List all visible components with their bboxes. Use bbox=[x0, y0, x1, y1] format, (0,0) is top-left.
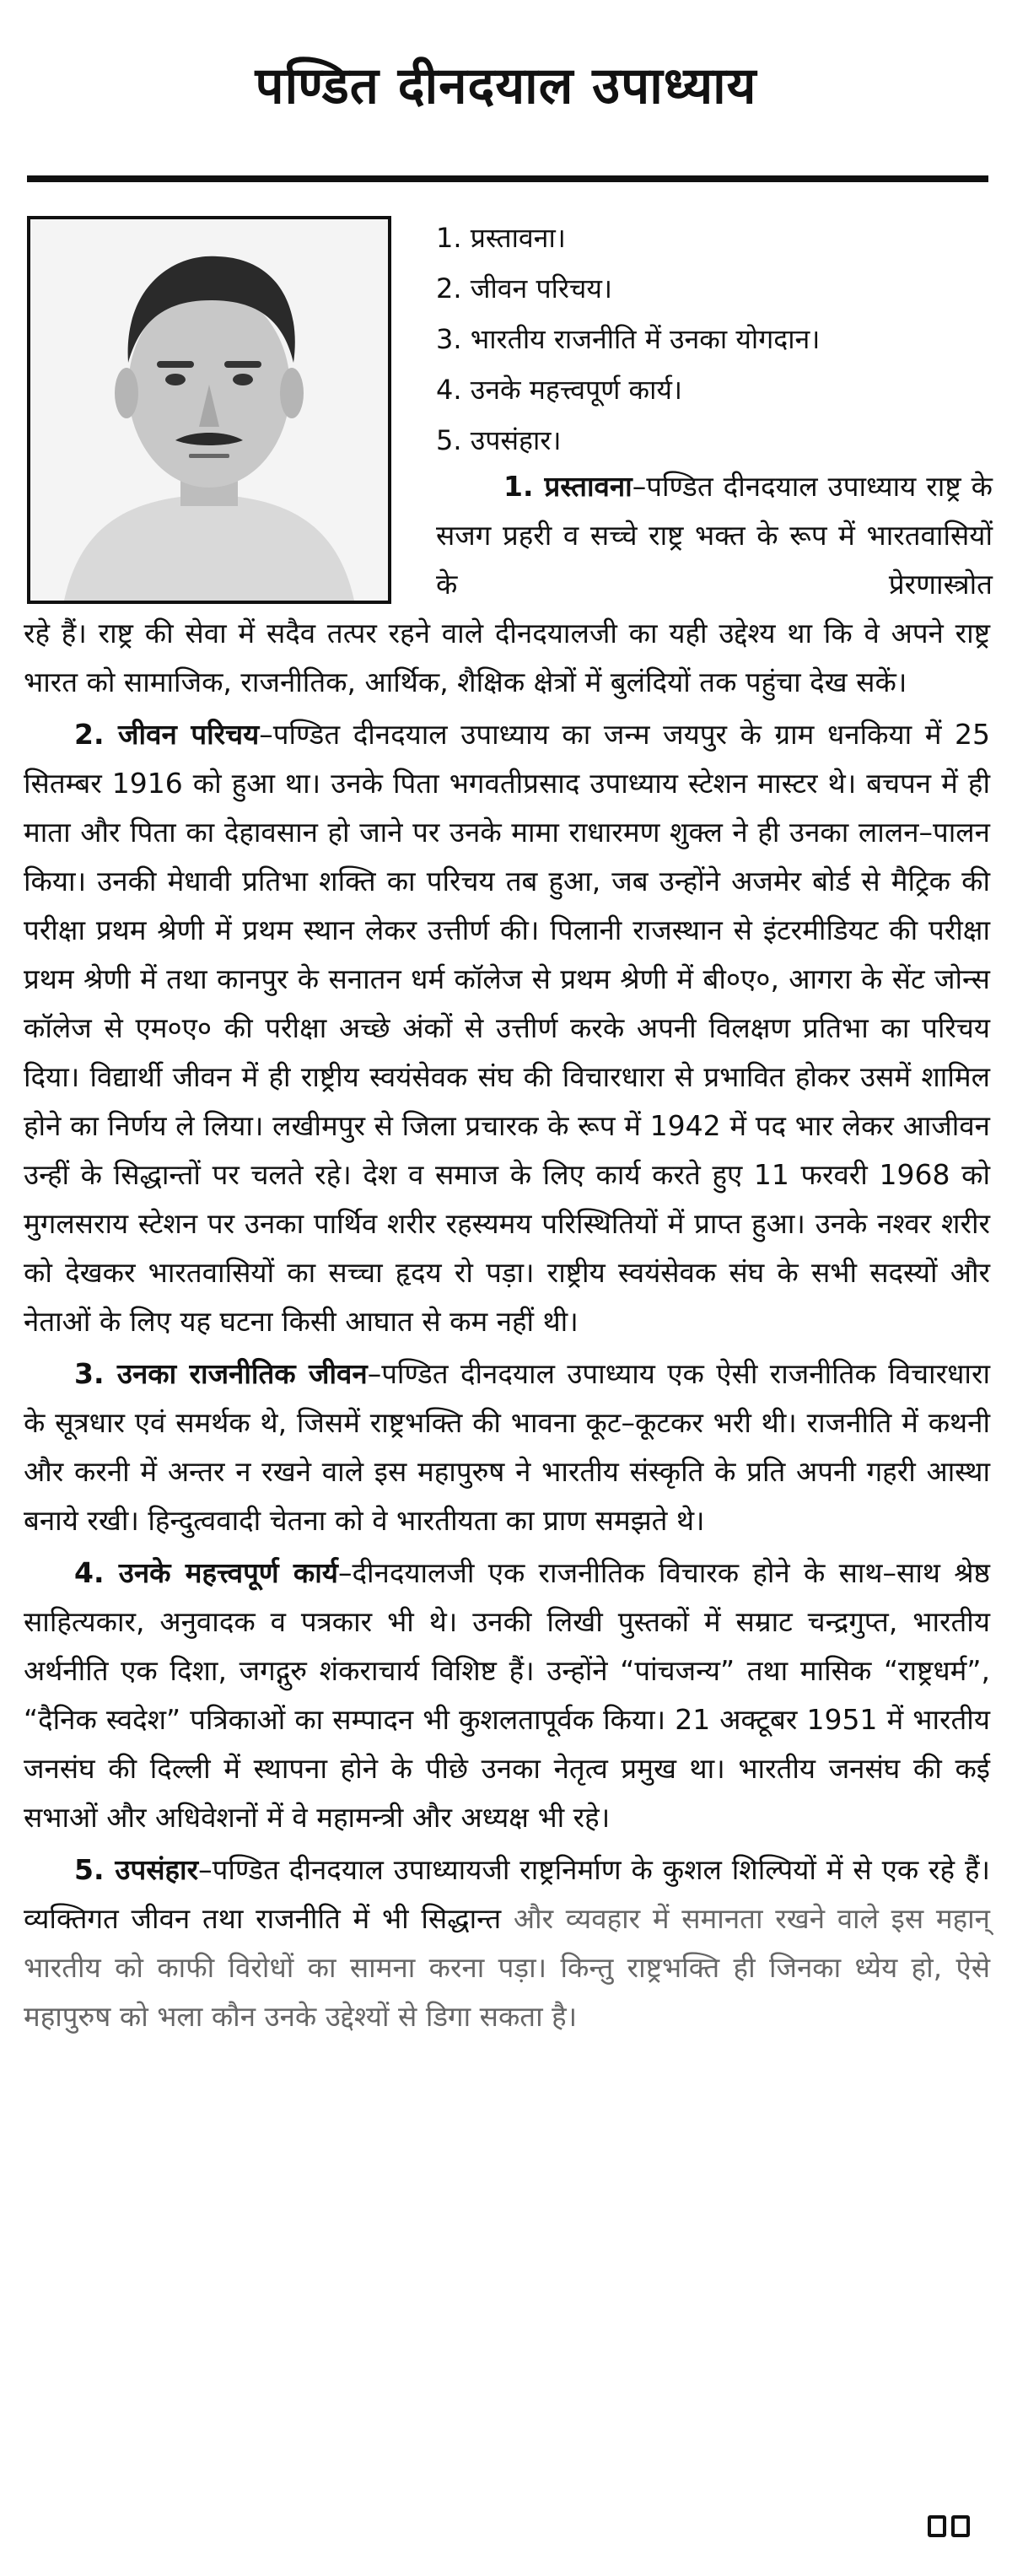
contents-list bbox=[436, 213, 993, 466]
contents-item: 2. जीवन परिचय। bbox=[436, 272, 613, 304]
section-text: –पण्डित दीनदयाल उपाध्याय का जन्म जयपुर के ग्राम धनकिया में 25 सितम्बर 1916 को हुआ था। उनके पिता भगवतीप्रसाद उपाध्याय स्टेशन मास्टर थे। बचपन में ही माता और पिता का देहावसान हो जाने पर उनके मामा राधारमण शुक्ल ने ही उनका लालन–पालन किया। उनकी मेधावी प्रतिभा शक्ति का परिचय तब हुआ, जब उन्होंने अजमेर बोर्ड से मैट्रिक की परीक्षा प्रथम श्रेणी में प्रथम स्थान लेकर उत्तीर्ण की। पिलानी राजस्थान से इंटरमीडियट की परीक्षा प्रथम श्रेणी में तथा कानपुर के सनातन धर्म कॉलेज से प्रथम श्रेणी में बी०ए०, आगरा के सेंट जोन्स कॉलेज से एम०ए० की परीक्षा अच्छे अंकों से उत्तीर्ण करके अपनी विलक्षण प्रतिभा का परिचय दिया। विद्यार्थी जीवन में ही राष्ट्रीय स्वयंसेवक संघ की विचारधारा से प्रभावित होकर उसमें शामिल होने का निर्णय ले लिया। लखीमपुर से जिला प्रचारक के रूप में 1942 में पद भार लेकर आजीवन उन्हीं के सिद्धान्तों पर चलते रहे। देश व समाज के लिए कार्य करते हुए 11 फरवरी 1968 को मुगलसराय स्टेशन पर उनका पार्थिव शरीर रहस्यमय परिस्थितियों में प्राप्त हुआ। उनके नश्वर शरीर को देखकर भारतवासियों का सच्चा हृदय रो पड़ा। राष्ट्रीय स्वयंसेवक संघ के सभी सदस्यों और नेताओं के लिए यह घटना किसी आघात से कम नहीं थी। bbox=[24, 718, 991, 1338]
section-heading: 4. उनके महत्त्वपूर्ण कार्य bbox=[74, 1556, 338, 1589]
intro-heading: 1. प्रस्तावना bbox=[503, 470, 632, 503]
title-divider bbox=[27, 175, 988, 182]
contents-item: 4. उनके महत्त्वपूर्ण कार्य। bbox=[436, 374, 683, 406]
section-life bbox=[24, 710, 990, 1346]
contents-item: 1. प्रस्तावना। bbox=[436, 222, 566, 254]
section-works bbox=[24, 1549, 990, 1842]
double-box-end-mark-icon bbox=[928, 2515, 970, 2537]
section-conclusion bbox=[24, 1846, 990, 2041]
conclusion-text: –पण्डित दीनदयाल उपाध्यायजी राष्ट्रनिर्माण के कुशल शिल्पियों में से एक रहे हैं। व्यक्तिगत जीवन तथा राजनीति में भी सिद्धान्त bbox=[24, 1853, 990, 1935]
conclusion-faded-text: और व्यवहार में समानता रखने वाले इस महान् भारतीय को काफी विरोधों का सामना करना पड़ा। किन्तु राष्ट्रभक्ति ही जिनका ध्येय हो, ऐसे महापुरुष को भला कौन उनके उद्देश्यों से डिगा सकता है। bbox=[24, 1902, 990, 2033]
section-heading: 3. उनका राजनीतिक जीवन bbox=[74, 1357, 368, 1390]
intro-paragraph: रहे हैं। राष्ट्र की सेवा में सदैव तत्पर रहने वाले दीनदयालजी का यही उद्देश्य था कि वे अपने राष्ट्र भारत को सामाजिक, राजनीतिक, आर्थिक, शैक्षिक क्षेत्रों में बुलंदियों तक पहुंचा देख सकें। bbox=[24, 617, 990, 698]
conclusion-heading: 5. उपसंहार bbox=[74, 1853, 199, 1886]
intro-side-body: –पण्डित दीनदयाल उपाध्याय राष्ट्र के सजग प्रहरी व सच्चे राष्ट्र भक्त के रूप में भारतवासियों के प्रेरणास्त्रोत bbox=[436, 470, 993, 601]
section-heading: 2. जीवन परिचय bbox=[74, 718, 260, 751]
portrait-photo bbox=[27, 216, 391, 604]
contents-item: 3. भारतीय राजनीति में उनका योगदान। bbox=[436, 323, 821, 355]
essay-body bbox=[24, 609, 990, 2041]
portrait-photo-icon bbox=[30, 219, 388, 601]
section-politics bbox=[24, 1350, 990, 1545]
section-text: –दीनदयालजी एक राजनीतिक विचारक होने के साथ–साथ श्रेष्ठ साहित्यकार, अनुवादक व पत्रकार भी थे। उनकी लिखी पुस्तकों में सम्राट चन्द्रगुप्त, भारतीय अर्थनीति एक दिशा, जगद्गुरु शंकराचार्य विशिष्ट हैं। उन्होंने “पांचजन्य” तथा मासिक “राष्ट्रधर्म”, “दैनिक स्वदेश” पत्रिकाओं का सम्पादन भी कुशलतापूर्वक किया। 21 अक्टूबर 1951 में भारतीय जनसंघ की दिल्ली में स्थापना होने के पीछे उनका नेतृत्व प्रमुख था। भारतीय जनसंघ की कई सभाओं और अधिवेशनों में वे महामन्त्री और अध्यक्ष भी रहे। bbox=[24, 1556, 990, 1834]
page-title: पण्डित दीनदयाल उपाध्याय bbox=[255, 57, 757, 116]
contents-item: 5. उपसंहार। bbox=[436, 424, 562, 456]
intro-side-text bbox=[436, 462, 993, 609]
section-text: –पण्डित दीनदयाल उपाध्याय एक ऐसी राजनीतिक विचारधारा के सूत्रधार एवं समर्थक थे, जिसमें राष्ट्रभक्ति की भावना कूट–कूटकर भरी थी। राजनीति में कथनी और करनी में अन्तर न रखने वाले इस महापुरुष ने भारतीय संस्कृति के प्रति अपनी गहरी आस्था बनाये रखी। हिन्दुत्ववादी चेतना को वे भारतीयता का प्राण समझते थे। bbox=[24, 1357, 990, 1537]
